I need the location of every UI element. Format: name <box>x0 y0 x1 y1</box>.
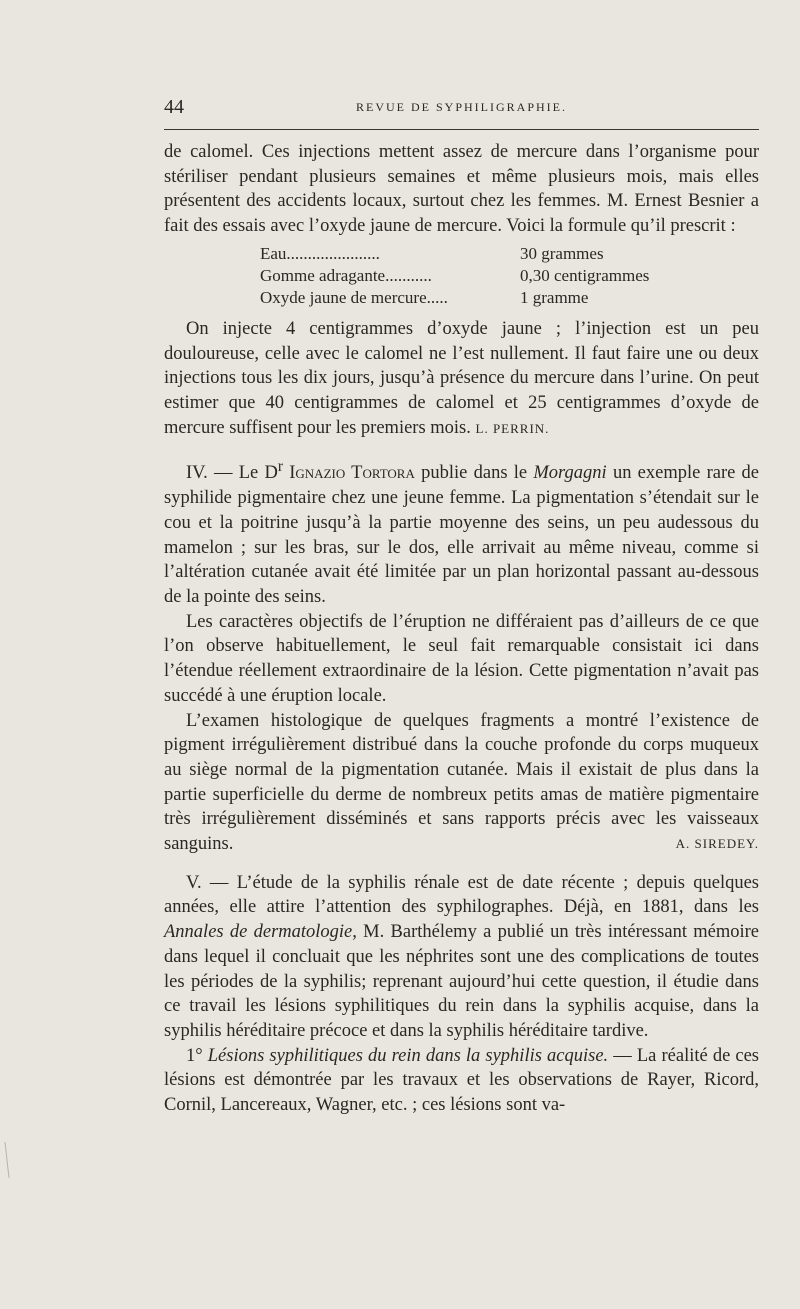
subsection-text: — La réalité de ces lésions est démontrée par les travaux et les observations de Rayer, Ricord, Cornil, Lancereaux, Wagner, etc. ; ces lésions sont va- <box>164 1045 760 1116</box>
running-head: REVUE DE SYPHILIGRAPHIE. <box>356 100 567 114</box>
subsection-title: Lésions syphilitiques du rein dans la syphilis acquise. <box>207 1045 609 1066</box>
paragraph-injection-text: On injecte 4 centigrammes d’oxyde jaune ; l’injection est un peu douloureuse, celle avec le calomel ne l’est nullement. Il faut faire une ou deux injections tous les dix jours, jusqu’à présence du mercure dans l’urine. On peut estimer que 40 centigrammes de calomel et 25 centigrammes d’oxyde de mercure suffisent pour les premiers mois. <box>164 318 759 438</box>
margin-mark <box>4 1140 10 1180</box>
section-iv-paragraph-3 <box>164 709 759 857</box>
formula-table <box>260 243 690 309</box>
formula-quantity: 30 grammes <box>520 243 604 263</box>
formula-ingredient: Eau...................... <box>260 243 380 263</box>
section-iv-text-a: publie dans le <box>421 463 528 484</box>
section-v-text-b: M. Barthélemy a publié un très intéressant mémoire dans lequel il concluait que les néphrites sont une des complications de toutes les périodes de la syphilis; reprenant aujourd’hui cette question, il étudie dans ce travail les lésions syphilitiques du rein dans la syphilis acquise, dans la syphilis héréditaire précoce et dans la syphilis héréditaire tardive. <box>164 922 759 1041</box>
section-iv-author: Ignazio Tortora <box>289 463 415 484</box>
subsection-number: 1° <box>186 1045 203 1066</box>
header-rule <box>164 129 759 130</box>
page-header <box>164 96 759 120</box>
section-iv-paragraph-2: Les caractères objectifs de l’éruption ne différaient pas d’ailleurs de ce que l’on observe habituellement, le seul fait remarquable consistait ici dans l’étendue réellement extraordinaire de la lésion. Cette pigmentation n’avait pas succédé à une éruption locale. <box>164 611 759 706</box>
paragraph-injection <box>164 317 759 442</box>
section-v-text-a: V. — L’étude de la syphilis rénale est de date récente ; depuis quelques années, elle attire l’attention des syphilographes. Déjà, en 1881, dans les <box>164 872 759 918</box>
paragraph-calomel: de calomel. Ces injections mettent assez de mercure dans l’organisme pour stériliser pendant plusieurs semaines et même plusieurs mois, mais elles présentent des accidents locaux, surtout chez les femmes. M. Ernest Besnier a fait des essais avec l’oxyde jaune de mercure. Voici la formule qu’il prescrit : <box>164 142 759 237</box>
section-iv-text-b: un exemple rare de syphilide pigmentaire chez une jeune femme. La pigmentation s’étendait sur le cou et la poitrine jusqu’à la partie moyenne des seins, un peu audessous du mamelon ; sur les bras, sur le dos, elle arrivait au même niveau, comme si l’altération cutanée avait été limitée par un plan horizontal passant au-dessous de la pointe des seins. <box>164 463 760 607</box>
section-v-journal: Annales de dermatologie, <box>164 922 357 943</box>
page-number: 44 <box>164 96 184 118</box>
section-iv-paragraph-3-text: L’examen histologique de quelques fragments a montré l’existence de pigment irrégulièrement distribué dans la couche profonde du corps muqueux au siège normal de la pigmentation cutanée. Mais il existait de plus dans la partie superficielle du derme de nombreux petits amas de matière pigmentaire très irrégulièrement disséminés et sans rapports précis avec les vaisseaux sanguins. <box>164 710 759 855</box>
section-v-subsection <box>164 1044 759 1118</box>
section-iv-intro <box>164 455 759 609</box>
formula-quantity: 1 gramme <box>520 287 589 307</box>
signature-perrin: L. PERRIN. <box>475 420 550 436</box>
formula-ingredient: Gomme adragante........... <box>260 265 432 285</box>
section-v-intro <box>164 871 759 1044</box>
formula-row <box>260 287 690 309</box>
formula-ingredient: Oxyde jaune de mercure..... <box>260 287 448 307</box>
section-iv-numeral: IV. — Le D <box>186 463 278 484</box>
body-text <box>164 140 759 1118</box>
formula-row <box>260 243 690 265</box>
section-iv-journal: Morgagni <box>533 463 607 484</box>
formula-row <box>260 265 690 287</box>
signature-siredey: A. SIREDEY. <box>675 836 759 852</box>
section-iv-sup: r <box>277 458 283 476</box>
formula-quantity: 0,30 centigrammes <box>520 265 650 285</box>
